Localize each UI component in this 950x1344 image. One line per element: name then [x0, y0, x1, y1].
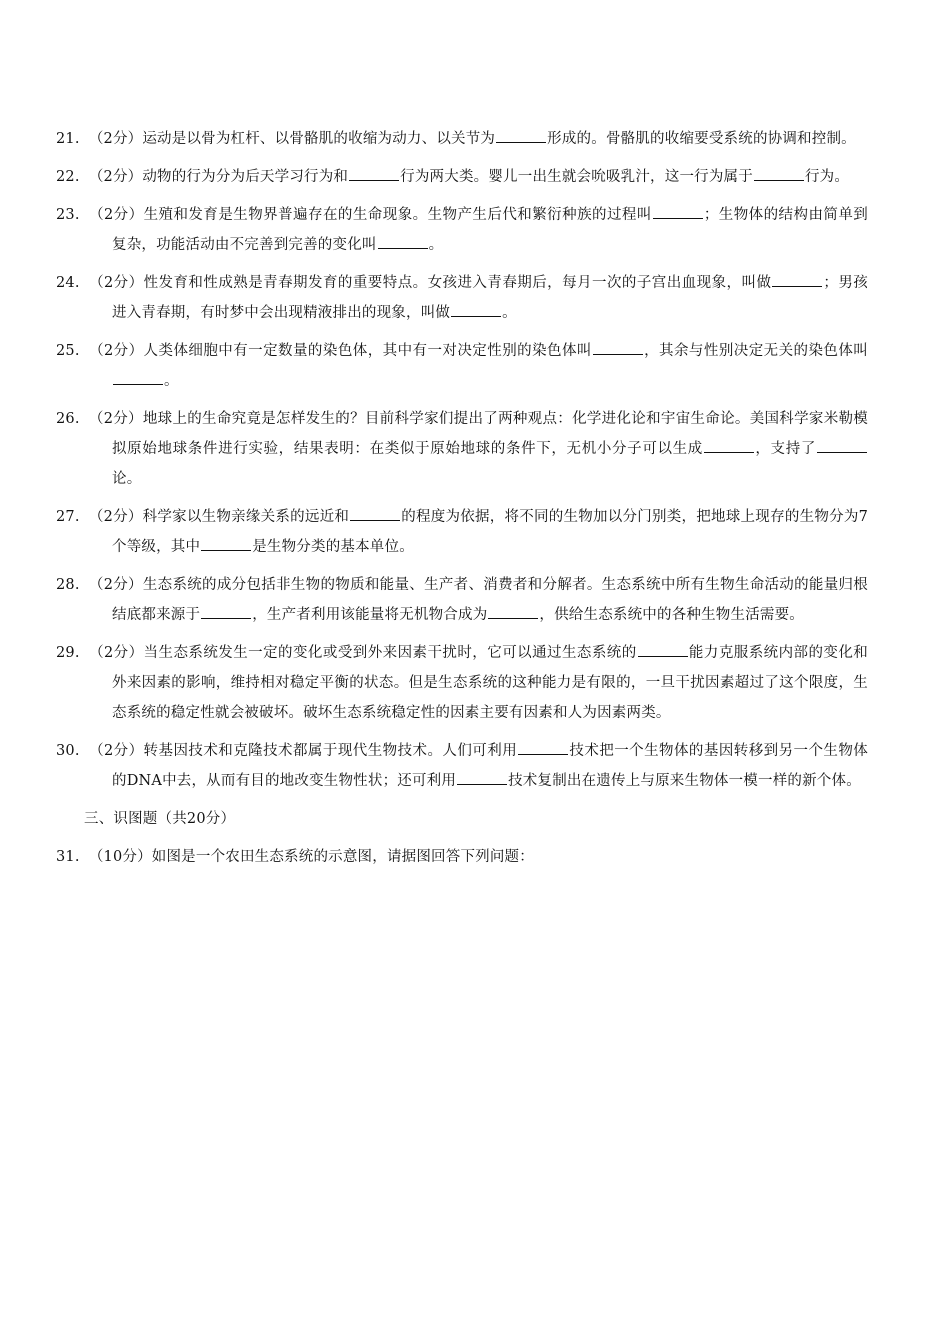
- answer-blank[interactable]: [496, 126, 546, 143]
- question-25: 25. （2分）人类体细胞中有一定数量的染色体，其中有一对决定性别的染色体叫 ，其余与性别决定无关的染色体叫。: [84, 336, 868, 396]
- answer-blank[interactable]: [653, 202, 703, 219]
- question-24: 24. （2分）性发育和性成熟是青春期发育的重要特点。女孩进入青春期后，每月一次的子宫出血现象，叫做 ；男孩进入青春期，有时梦中会出现精液排出的现象，叫做 。: [84, 268, 868, 328]
- answer-blank[interactable]: [772, 270, 822, 287]
- answer-blank[interactable]: [817, 436, 867, 453]
- answer-blank[interactable]: [518, 738, 568, 755]
- question-23: 23. （2分）生殖和发育是生物界普遍存在的生命现象。生物产生后代和繁衍种族的过程叫 ；生物体的结构由简单到复杂，功能活动由不完善到完善的变化叫 。: [84, 200, 868, 260]
- answer-blank[interactable]: [201, 534, 251, 551]
- question-21: 21. （2分）运动是以骨为杠杆、以骨骼肌的收缩为动力、以关节为 形成的。骨骼肌的收缩要受系统的协调和控制。: [84, 124, 868, 154]
- answer-blank[interactable]: [451, 300, 501, 317]
- question-29: 29. （2分）当生态系统发生一定的变化或受到外来因素干扰时，它可以通过生态系统的 能力克服系统内部的变化和外来因素的影响，维持相对稳定平衡的状态。但是生态系统的这种能力是有限的，一旦干扰因素超过了这个限度，生态系统的稳定性就会被破坏。破坏生态系统稳定性的因素主要有因素和人为因素两类。: [84, 638, 868, 728]
- answer-blank[interactable]: [488, 602, 538, 619]
- answer-blank[interactable]: [704, 436, 754, 453]
- answer-blank[interactable]: [754, 164, 804, 181]
- answer-blank[interactable]: [113, 368, 163, 385]
- answer-blank[interactable]: [201, 602, 251, 619]
- answer-blank[interactable]: [378, 232, 428, 249]
- question-30: 30. （2分）转基因技术和克隆技术都属于现代生物技术。人们可利用 技术把一个生物体的基因转移到另一个生物体的DNA中去，从而有目的地改变生物性状；还可利用 技术复制出在遗传上与原来生物体一模一样的新个体。: [84, 736, 868, 796]
- answer-blank[interactable]: [350, 504, 400, 521]
- question-26: 26. （2分）地球上的生命究竟是怎样发生的？目前科学家们提出了两种观点：化学进化论和宇宙生命论。美国科学家米勒模拟原始地球条件进行实验，结果表明：在类似于原始地球的条件下，无机小分子可以生成 ，支持了论。: [56, 411, 869, 487]
- question-22: 22. （2分）动物的行为分为后天学习行为和 行为两大类。婴儿一出生就会吮吸乳汁，这一行为属于 行为。: [84, 162, 868, 192]
- answer-blank[interactable]: [638, 640, 688, 657]
- answer-blank[interactable]: [457, 768, 507, 785]
- section-heading: 三、识图题（共20分）: [84, 811, 236, 827]
- question-27: 27. （2分）科学家以生物亲缘关系的远近和 的程度为依据，将不同的生物加以分门别类，把地球上现存的生物分为7个等级，其中 是生物分类的基本单位。: [84, 502, 868, 562]
- question-28: 28. （2分）生态系统的成分包括非生物的物质和能量、生产者、消费者和分解者。生态系统中所有生物生命活动的能量归根结底都来源于 ，生产者利用该能量将无机物合成为 ，供给生态系统中的各种生物生活需要。: [56, 577, 869, 623]
- question-31: 31. （10分）如图是一个农田生态系统的示意图，请据图回答下列问题：: [56, 849, 534, 865]
- question-list: [56, 124, 869, 880]
- answer-blank[interactable]: [593, 338, 643, 355]
- answer-blank[interactable]: [349, 164, 399, 181]
